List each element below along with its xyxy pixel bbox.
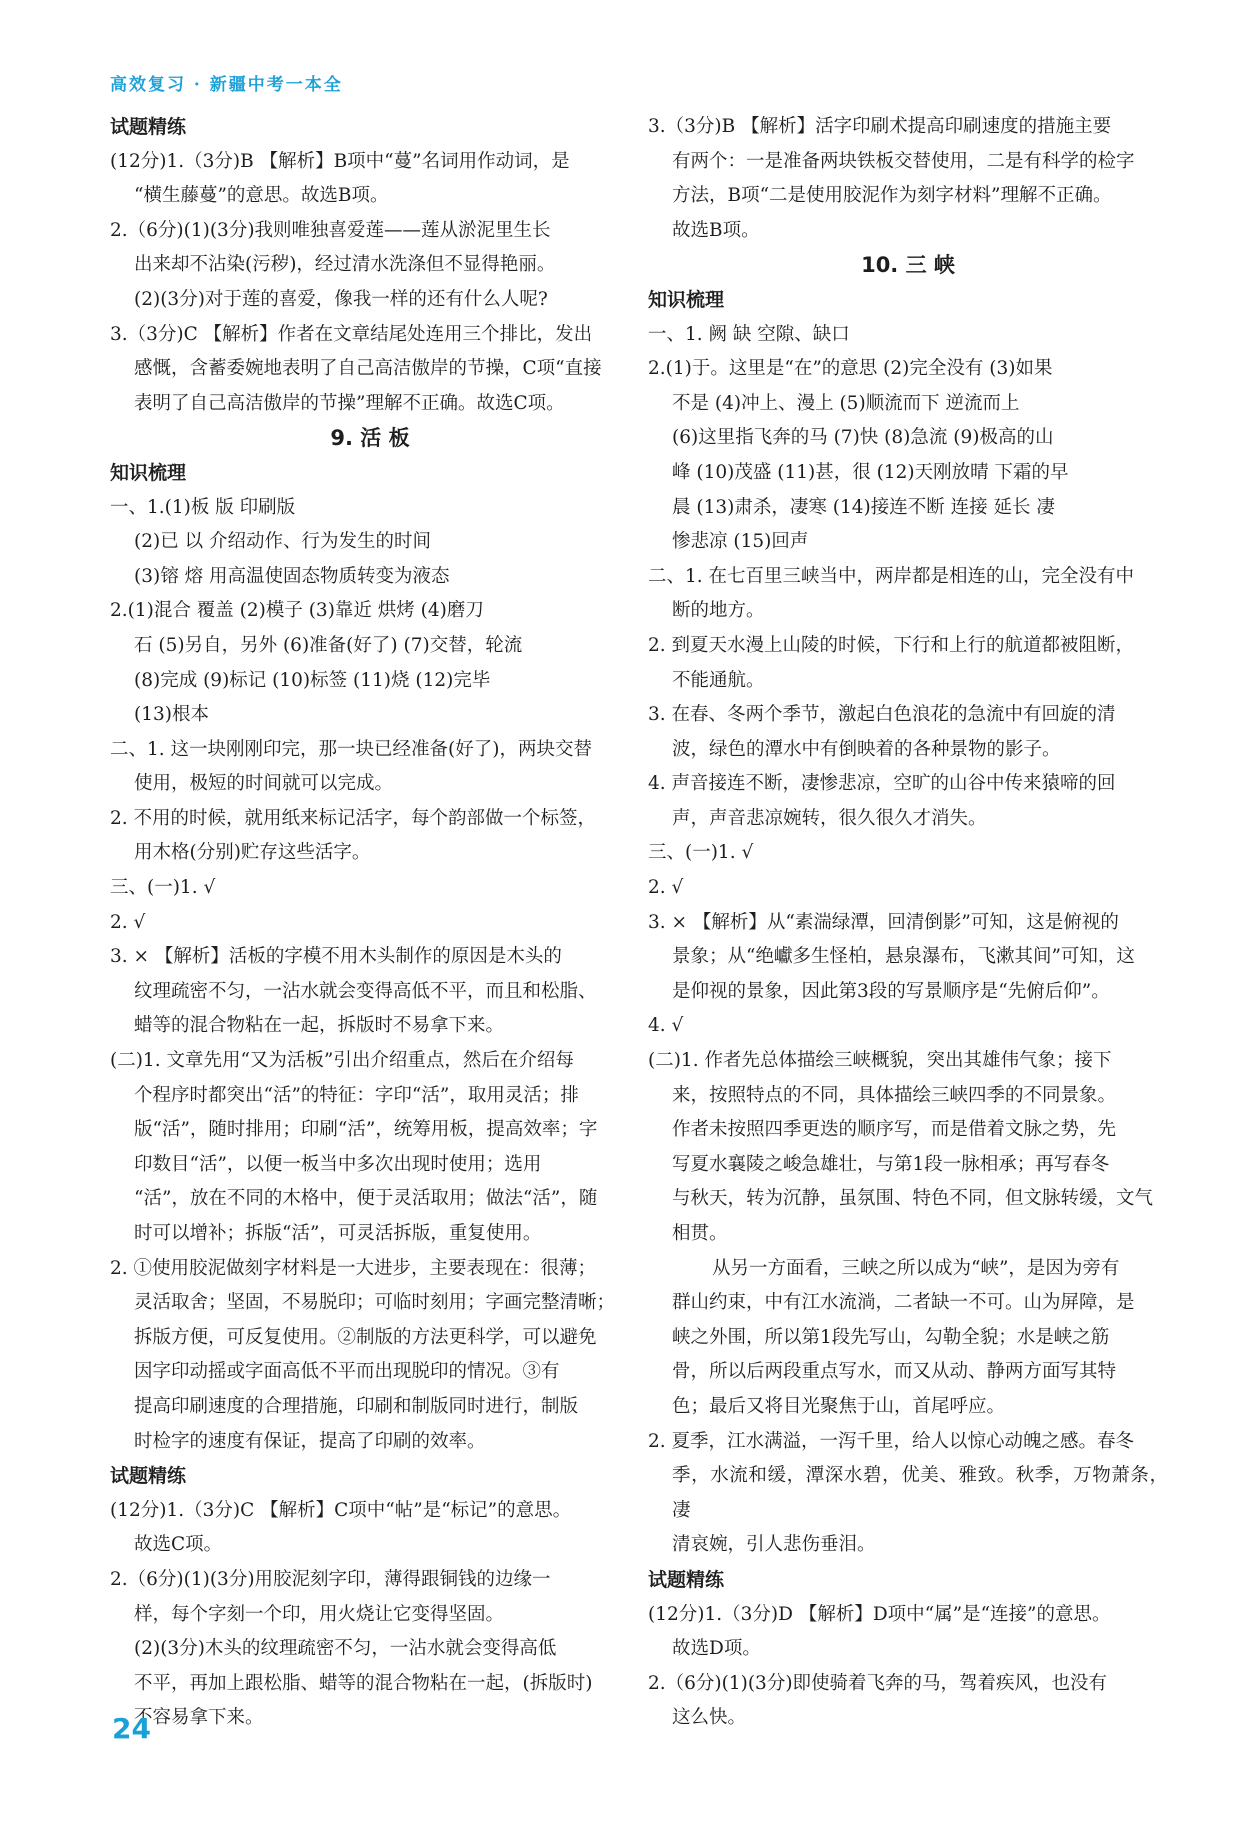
answer-line: 二、1. 这一块刚刚印完，那一块已经准备(好了)，两块交替: [110, 738, 592, 760]
page-header: 高效复习 · 新疆中考一本全: [110, 75, 343, 95]
answer-line: 3.（3分)C 【解析】作者在文章结尾处连用三个排比，发出: [110, 323, 593, 345]
lesson-title: 10. 三 峡: [861, 253, 955, 278]
answer-line: 3.（3分)B 【解析】活字印刷术提高印刷速度的措施主要: [648, 116, 1112, 137]
answer-line-cont: (2)已 以 介绍动作、行为发生的时间: [134, 531, 431, 553]
answer-line-cont: 提高印刷速度的合理措施，印刷和制版同时进行，制版: [134, 1395, 579, 1417]
answer-line-cont: 骨，所以后两段重点写水，而又从动、静两方面写其特: [672, 1361, 1117, 1383]
section-heading: 知识梳理: [110, 461, 187, 484]
answer-line-cont: 声，声音悲凉婉转，很久很久才消失。: [672, 807, 987, 829]
answer-line-cont: 是仰视的景象，因此第3段的写景顺序是“先俯后仰”。: [672, 980, 1110, 1002]
answer-line: 二、1. 在七百里三峡当中，两岸都是相连的山，完全没有中: [648, 565, 1135, 587]
answer-line-cont: 时检字的速度有保证，提高了印刷的效率。: [134, 1430, 486, 1452]
answer-line-cont: (3)镕 熔 用高温使固态物质转变为液态: [134, 565, 450, 587]
answer-line-cont: 峰 (10)茂盛 (11)甚，很 (12)天刚放晴 下霜的早: [672, 461, 1069, 483]
answer-line-cont: 时可以增补；拆版“活”，可灵活拆版，重复使用。: [134, 1223, 542, 1244]
answer-line-cont: 使用，极短的时间就可以完成。: [134, 773, 394, 795]
answer-line-cont: 拆版方便，可反复使用。②制版的方法更科学，可以避免: [134, 1326, 597, 1348]
answer-line-cont: 惨悲凉 (15)回声: [672, 531, 809, 553]
answer-line-cont: 不平，再加上跟松脂、蜡等的混合物粘在一起，(拆版时): [134, 1672, 593, 1694]
section-heading: 知识梳理: [648, 288, 725, 311]
answer-line-cont: 相贯。: [672, 1223, 728, 1244]
paragraph-line: 从另一方面看，三峡之所以成为“峡”，是因为旁有: [712, 1257, 1120, 1279]
answer-line-cont: 石 (5)另自，另外 (6)准备(好了) (7)交替，轮流: [134, 634, 523, 656]
answer-line: 3. 在春、冬两个季节，激起白色浪花的急流中有回旋的清: [648, 704, 1116, 726]
answer-line: (12分)1.（3分)C 【解析】C项中“帖”是“标记”的意思。: [110, 1499, 572, 1521]
answer-line-cont: (2)(3分)对于莲的喜爱，像我一样的还有什么人呢?: [134, 288, 548, 310]
answer-line-cont: 季，水流和缓，潭深水碧，优美、雅致。秋季，万物萧条，凄: [672, 1465, 1168, 1521]
answer-line-cont: 用木格(分别)贮存这些活字。: [134, 842, 371, 864]
lesson-title: 9. 活 板: [330, 426, 410, 451]
answer-line: 2. 不用的时候，就用纸来标记活字，每个韵部做一个标签，: [110, 807, 597, 829]
section-heading: 试题精练: [110, 116, 187, 138]
answer-line-cont: 有两个：一是准备两块铁板交替使用，二是有科学的检字: [672, 150, 1135, 172]
answer-line-cont: “活”，放在不同的木格中，便于灵活取用；做法“活”，随: [134, 1188, 598, 1210]
left-column: [110, 110, 630, 1736]
answer-line-cont: 故选D项。: [672, 1638, 761, 1660]
answer-line-cont: 色；最后又将目光聚焦于山，首尾呼应。: [672, 1395, 1006, 1417]
answer-line: 3. × 【解析】从“素湍绿潭，回清倒影”可知，这是俯视的: [648, 911, 1119, 933]
answer-line-cont: 出来却不沾染(污秽)，经过清水洗涤但不显得艳丽。: [134, 254, 556, 276]
answer-line: 2. √: [110, 911, 146, 933]
answer-line-cont: 表明了自己高洁傲岸的节操”理解不正确。故选C项。: [134, 392, 565, 414]
answer-line: 三、(一)1. √: [648, 842, 754, 864]
page-number: 24: [112, 1712, 151, 1745]
answer-line-cont: 版“活”，随时排用；印刷“活”，统筹用板，提高效率；字: [134, 1119, 598, 1141]
answer-line-cont: 故选B项。: [672, 219, 760, 241]
answer-line-cont: 群山约束，中有江水流淌，二者缺一不可。山为屏障，是: [672, 1292, 1135, 1314]
answer-line-cont: 作者未按照四季更迭的顺序写，而是借着文脉之势，先: [672, 1119, 1117, 1141]
answer-line-cont: (13)根本: [134, 704, 209, 726]
answer-line-cont: (6)这里指飞奔的马 (7)快 (8)急流 (9)极高的山: [672, 427, 1054, 449]
answer-line-cont: 断的地方。: [672, 600, 765, 622]
answer-line-cont: 因字印动摇或字面高低不平而出现脱印的情况。③有: [134, 1361, 560, 1383]
answer-line: (12分)1.（3分)D 【解析】D项中“属”是“连接”的意思。: [648, 1603, 1111, 1625]
answer-line-cont: “横生藤蔓”的意思。故选B项。: [134, 185, 389, 207]
answer-line: (二)1. 作者先总体描绘三峡概貌，突出其雄伟气象；接下: [648, 1050, 1112, 1072]
answer-line: 三、(一)1. √: [110, 877, 216, 899]
answer-line: (12分)1.（3分)B 【解析】B项中“蔓”名词用作动词，是: [110, 150, 570, 172]
answer-line: 2. 夏季，江水满溢，一泻千里，给人以惊心动魄之感。春冬: [648, 1430, 1135, 1452]
answer-line-cont: (8)完成 (9)标记 (10)标签 (11)烧 (12)完毕: [134, 669, 491, 691]
answer-line-cont: 清哀婉，引人悲伤垂泪。: [672, 1534, 876, 1556]
answer-line: 一、1. 阙 缺 空隙、缺口: [648, 323, 850, 345]
answer-line: (二)1. 文章先用“又为活板”引出介绍重点，然后在介绍每: [110, 1050, 574, 1072]
answer-line: 2.(1)于。这里是“在”的意思 (2)完全没有 (3)如果: [648, 358, 1053, 380]
answer-line-cont: 印数目“活”，以便一板当中多次出现时使用；选用: [134, 1153, 542, 1175]
answer-line-cont: 景象；从“绝巘多生怪柏，悬泉瀑布，飞漱其间”可知，这: [672, 946, 1135, 968]
answer-line-cont: 故选C项。: [134, 1534, 223, 1556]
answer-line-cont: 灵活取舍；坚固，不易脱印；可临时刻用；字画完整清晰；: [134, 1292, 616, 1314]
answer-line: 2. 到夏天水漫上山陵的时候，下行和上行的航道都被阻断，: [648, 634, 1135, 656]
section-heading: 试题精练: [110, 1465, 187, 1488]
answer-line: 2.（6分)(1)(3分)我则唯独喜爱莲——莲从淤泥里生长: [110, 219, 551, 241]
answer-line-cont: (2)(3分)木头的纹理疏密不匀，一沾水就会变得高低: [134, 1638, 557, 1660]
section-heading: 试题精练: [648, 1568, 725, 1591]
answer-line: 4. √: [648, 1015, 684, 1037]
answer-line-cont: 个程序时都突出“活”的特征：字印“活”，取用灵活；排: [134, 1084, 579, 1106]
answer-line-cont: 峡之外围，所以第1段先写山，勾勒全貌；水是峡之筋: [672, 1326, 1110, 1348]
answer-line-cont: 不是 (4)冲上、漫上 (5)顺流而下 逆流而上: [672, 392, 1020, 414]
answer-line-cont: 晨 (13)肃杀，凄寒 (14)接连不断 连接 延长 凄: [672, 496, 1055, 518]
answer-line-cont: 不能通航。: [672, 669, 765, 691]
answer-line: 2. ①使用胶泥做刻字材料是一大进步，主要表现在：很薄；: [110, 1257, 597, 1279]
answer-line-cont: 与秋天，转为沉静，虽氛围、特色不同，但文脉转缓，文气: [672, 1188, 1154, 1210]
answer-line: 一、1.(1)板 版 印刷版: [110, 496, 296, 518]
answer-line: 3. × 【解析】活板的字模不用木头制作的原因是木头的: [110, 946, 562, 968]
answer-line: 2.(1)混合 覆盖 (2)模子 (3)靠近 烘烤 (4)磨刀: [110, 600, 484, 622]
answer-line-cont: 来，按照特点的不同，具体描绘三峡四季的不同景象。: [672, 1084, 1117, 1106]
answer-line-cont: 方法，B项“二是使用胶泥作为刻字材料”理解不正确。: [672, 185, 1112, 207]
answer-line: 2. √: [648, 877, 684, 899]
answer-line-cont: 波，绿色的潭水中有倒映着的各种景物的影子。: [672, 738, 1061, 760]
right-column: [648, 110, 1168, 1736]
answer-line-cont: 写夏水襄陵之峻急雄壮，与第1段一脉相承；再写春冬: [672, 1153, 1110, 1175]
answer-line-cont: 不容易拿下来。: [134, 1707, 264, 1729]
answer-line-cont: 感慨，含蓄委婉地表明了自己高洁傲岸的节操，C项“直接: [134, 358, 602, 380]
answer-line: 2.（6分)(1)(3分)用胶泥刻字印，薄得跟铜钱的边缘一: [110, 1568, 551, 1590]
answer-line-cont: 样，每个字刻一个印，用火烧让它变得坚固。: [134, 1603, 505, 1625]
answer-line: 2.（6分)(1)(3分)即使骑着飞奔的马，驾着疾风，也没有: [648, 1672, 1108, 1694]
answer-line-cont: 蜡等的混合物粘在一起，拆版时不易拿下来。: [134, 1015, 505, 1037]
answer-line-cont: 这么快。: [672, 1707, 747, 1729]
answer-line: 4. 声音接连不断，凄惨悲凉，空旷的山谷中传来猿啼的回: [648, 773, 1116, 795]
answer-line-cont: 纹理疏密不匀，一沾水就会变得高低不平，而且和松脂、: [134, 980, 597, 1002]
